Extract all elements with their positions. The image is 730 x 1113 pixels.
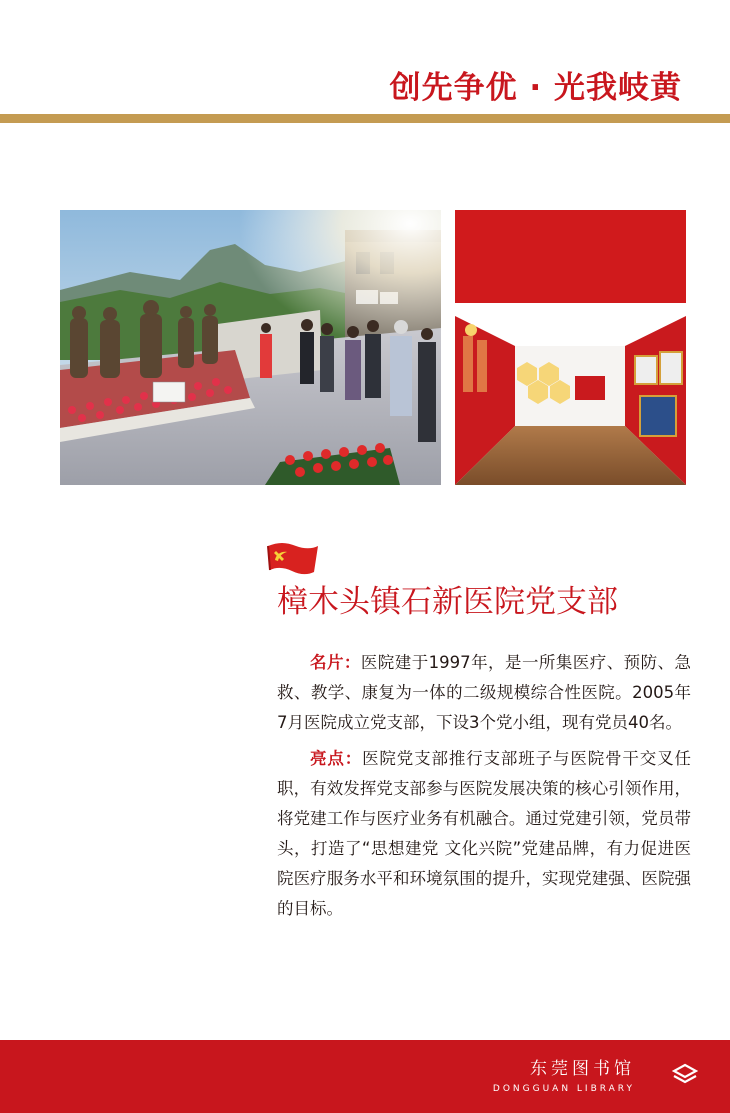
header-gold-rule [0,114,730,123]
library-name-en: DONGGUAN LIBRARY [492,1084,635,1094]
party-exhibition-hall-photo [455,316,686,485]
highlight-text: 医院党支部推行支部班子与医院骨干交叉任职，有效发挥党支部参与医院发展决策的核心引领作用，将党建工作与医疗业务有机融合。通过党建引领，党员带头，打造了“思想建党 文化兴院”党建品牌，有力促进医院医疗服务水平和环境氛围的提升，实现党建强、医院强的目标。 [277,749,692,918]
memorial-statues-photo [60,210,441,485]
card-text: 医院建于1997年，是一所集医疗、预防、急救、教学、康复为一体的二级规模综合性医院。2005年7月医院成立党支部，下设3个党小组，现有党员40名。 [277,653,692,732]
card-label: 名片： [310,653,361,672]
highlight-label: 亮点： [310,749,363,768]
library-logo-icon [672,1062,698,1088]
red-accent-block [455,210,686,303]
party-flag-icon [266,540,320,576]
page-title: 创先争优 · 光我岐黄 [389,70,682,106]
highlight-paragraph [277,744,691,924]
library-name-cn: 东莞图书馆 [530,1059,635,1079]
description-text [277,648,691,930]
card-paragraph [277,648,691,738]
section-title: 樟木头镇石新医院党支部 [277,584,618,620]
